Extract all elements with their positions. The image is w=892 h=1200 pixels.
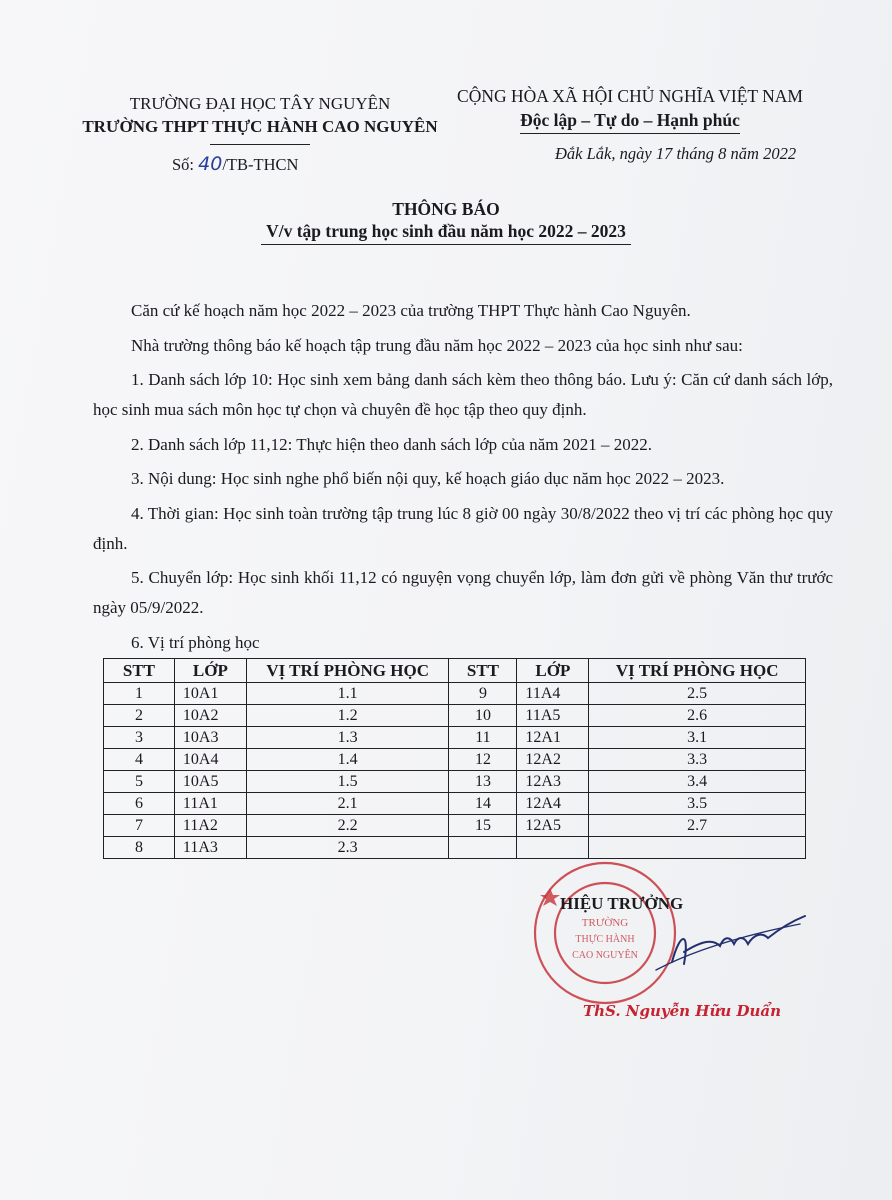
title-underline bbox=[261, 244, 631, 245]
paragraph-item-1: 1. Danh sách lớp 10: Học sinh xem bảng danh sách kèm theo thông báo. Lưu ý: Căn cứ danh sách lớp, học sinh mua sách môn học tự chọn và chuyên đề học tập theo quy định. bbox=[93, 370, 833, 419]
table-cell bbox=[449, 837, 517, 859]
table-header-cell: VỊ TRÍ PHÒNG HỌC bbox=[246, 659, 449, 683]
table-cell: 1.4 bbox=[246, 749, 449, 771]
table-cell: 10A4 bbox=[174, 749, 246, 771]
national-header bbox=[440, 84, 820, 134]
table-cell: 12A1 bbox=[517, 727, 589, 749]
table-header-row bbox=[104, 659, 806, 683]
handwritten-signature bbox=[650, 912, 810, 972]
table-cell: 11A4 bbox=[517, 683, 589, 705]
national-title: CỘNG HÒA XÃ HỘI CHỦ NGHĨA VIỆT NAM bbox=[457, 86, 803, 106]
table-cell: 13 bbox=[449, 771, 517, 793]
table-cell: 2.3 bbox=[246, 837, 449, 859]
table-row bbox=[104, 727, 806, 749]
table-cell: 14 bbox=[449, 793, 517, 815]
table-cell: 5 bbox=[104, 771, 175, 793]
paragraph-item-4: 4. Thời gian: Học sinh toàn trường tập trung lúc 8 giờ 00 ngày 30/8/2022 theo vị trí các phòng học quy định. bbox=[93, 503, 833, 553]
table-cell: 12A5 bbox=[517, 815, 589, 837]
table-cell: 2.6 bbox=[589, 705, 806, 727]
table-body bbox=[104, 683, 806, 859]
table-cell bbox=[517, 837, 589, 859]
table-cell: 2.5 bbox=[589, 683, 806, 705]
paragraph-item-3: 3. Nội dung: Học sinh nghe phổ biến nội quy, kế hoạch giáo dục năm học 2022 – 2023. bbox=[131, 469, 725, 488]
table-row bbox=[104, 815, 806, 837]
paragraph-basis: Căn cứ kế hoạch năm học 2022 – 2023 của trường THPT Thực hành Cao Nguyên. bbox=[131, 301, 691, 320]
organization-header bbox=[80, 92, 440, 145]
paragraph-intro: Nhà trường thông báo kế hoạch tập trung đầu năm học 2022 – 2023 của học sinh như sau: bbox=[131, 335, 743, 355]
table-cell: 12A3 bbox=[517, 771, 589, 793]
paragraph-item-2: 2. Danh sách lớp 11,12: Thực hiện theo danh sách lớp của năm 2021 – 2022. bbox=[131, 434, 653, 454]
table-cell: 3.5 bbox=[589, 793, 806, 815]
notice-body bbox=[93, 296, 833, 662]
title-main: THÔNG BÁO bbox=[392, 199, 500, 219]
national-motto: Độc lập – Tự do – Hạnh phúc bbox=[520, 108, 740, 134]
table-cell: 1.5 bbox=[246, 771, 449, 793]
table-cell: 1.2 bbox=[246, 705, 449, 727]
table-cell: 4 bbox=[104, 749, 175, 771]
table-cell: 3 bbox=[104, 727, 175, 749]
table-cell: 11 bbox=[449, 727, 517, 749]
table-cell: 10A3 bbox=[174, 727, 246, 749]
table-cell: 12 bbox=[449, 749, 517, 771]
svg-text:CAO NGUYÊN: CAO NGUYÊN bbox=[572, 950, 638, 961]
document-number-suffix: /TB-THCN bbox=[222, 155, 299, 174]
signatory-role: HIỆU TRƯỞNG bbox=[560, 894, 684, 913]
table-cell: 10A2 bbox=[174, 705, 246, 727]
document-title bbox=[0, 198, 892, 245]
paragraph-item-6: 6. Vị trí phòng học bbox=[131, 632, 260, 652]
table-cell: 11A5 bbox=[517, 705, 589, 727]
table-cell: 3.4 bbox=[589, 771, 806, 793]
table-cell: 12A4 bbox=[517, 793, 589, 815]
table-cell: 12A2 bbox=[517, 749, 589, 771]
table-row bbox=[104, 749, 806, 771]
document-number-prefix: Số: bbox=[172, 155, 199, 174]
paragraph-item-5: 5. Chuyển lớp: Học sinh khối 11,12 có nguyện vọng chuyển lớp, làm đơn gửi về phòng Văn thư trước ngày 05/9/2022. bbox=[93, 568, 833, 617]
svg-text:TRƯỜNG: TRƯỜNG bbox=[581, 917, 629, 929]
table-cell: 9 bbox=[449, 683, 517, 705]
table-cell: 10A5 bbox=[174, 771, 246, 793]
table-header-cell: LỚP bbox=[174, 659, 246, 683]
place-and-date: Đắk Lắk, ngày 17 tháng 8 năm 2022 bbox=[555, 144, 797, 163]
table-header-cell: VỊ TRÍ PHÒNG HỌC bbox=[589, 659, 806, 683]
signer-name: ThS. Nguyễn Hữu Duẩn bbox=[583, 1002, 782, 1020]
table-cell: 3.3 bbox=[589, 749, 806, 771]
document-number-handwritten: 40 bbox=[198, 153, 223, 175]
table-cell bbox=[589, 837, 806, 859]
table-cell: 1.1 bbox=[246, 683, 449, 705]
table-row bbox=[104, 705, 806, 727]
table-cell: 8 bbox=[104, 837, 175, 859]
table-row bbox=[104, 771, 806, 793]
table-cell: 10 bbox=[449, 705, 517, 727]
table-row bbox=[104, 837, 806, 859]
table-cell: 2.2 bbox=[246, 815, 449, 837]
table-cell: 1.3 bbox=[246, 727, 449, 749]
table-cell: 10A1 bbox=[174, 683, 246, 705]
table-cell: 11A3 bbox=[174, 837, 246, 859]
table-cell: 6 bbox=[104, 793, 175, 815]
parent-organization: TRƯỜNG ĐẠI HỌC TÂY NGUYÊN bbox=[129, 94, 391, 113]
table-row bbox=[104, 793, 806, 815]
table-header-cell: LỚP bbox=[517, 659, 589, 683]
table-cell: 11A1 bbox=[174, 793, 246, 815]
document-number bbox=[172, 153, 298, 175]
table-cell: 1 bbox=[104, 683, 175, 705]
room-location-table bbox=[103, 658, 806, 859]
table-cell: 3.1 bbox=[589, 727, 806, 749]
title-subject: V/v tập trung học sinh đầu năm học 2022 – 2023 bbox=[266, 221, 626, 241]
table-header-cell: STT bbox=[104, 659, 175, 683]
table-cell: 11A2 bbox=[174, 815, 246, 837]
table-cell: 2 bbox=[104, 705, 175, 727]
school-name: TRƯỜNG THPT THỰC HÀNH CAO NGUYÊN bbox=[82, 117, 438, 136]
header-divider bbox=[210, 144, 310, 145]
svg-text:THỰC HÀNH: THỰC HÀNH bbox=[575, 934, 635, 945]
table-cell: 7 bbox=[104, 815, 175, 837]
table-row bbox=[104, 683, 806, 705]
table-cell: 2.1 bbox=[246, 793, 449, 815]
table-cell: 2.7 bbox=[589, 815, 806, 837]
table-header-cell: STT bbox=[449, 659, 517, 683]
table-cell: 15 bbox=[449, 815, 517, 837]
